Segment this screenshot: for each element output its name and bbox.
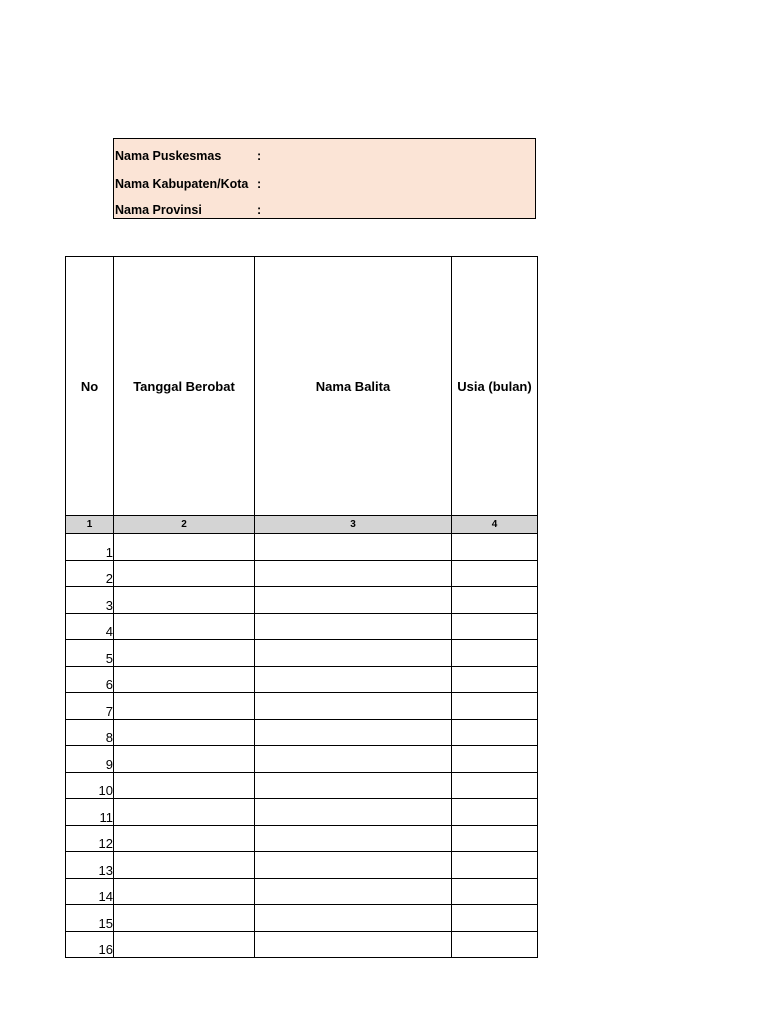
table-row bbox=[66, 587, 538, 614]
nama-balita-cell[interactable] bbox=[255, 905, 452, 932]
row-number: 8 bbox=[66, 719, 114, 746]
tanggal-berobat-cell[interactable] bbox=[114, 799, 255, 826]
usia-cell[interactable] bbox=[452, 613, 538, 640]
puskesmas-colon: : bbox=[257, 149, 262, 163]
row-number: 14 bbox=[66, 878, 114, 905]
nama-balita-cell[interactable] bbox=[255, 825, 452, 852]
usia-cell[interactable] bbox=[452, 719, 538, 746]
header-row bbox=[66, 257, 538, 516]
nama-balita-cell[interactable] bbox=[255, 640, 452, 667]
kabupaten-colon: : bbox=[257, 177, 262, 191]
header-tanggal-berobat: Tanggal Berobat bbox=[114, 257, 255, 516]
tanggal-berobat-cell[interactable] bbox=[114, 825, 255, 852]
tanggal-berobat-cell[interactable] bbox=[114, 905, 255, 932]
usia-cell[interactable] bbox=[452, 640, 538, 667]
tanggal-berobat-cell[interactable] bbox=[114, 534, 255, 561]
tanggal-berobat-cell[interactable] bbox=[114, 878, 255, 905]
table-row bbox=[66, 666, 538, 693]
usia-cell[interactable] bbox=[452, 772, 538, 799]
usia-cell[interactable] bbox=[452, 852, 538, 879]
usia-cell[interactable] bbox=[452, 746, 538, 773]
column-number: 1 bbox=[66, 516, 114, 534]
table-row bbox=[66, 746, 538, 773]
row-number: 1 bbox=[66, 534, 114, 561]
usia-cell[interactable] bbox=[452, 825, 538, 852]
patient-register-table bbox=[65, 256, 538, 958]
row-number: 5 bbox=[66, 640, 114, 667]
facility-info-box bbox=[113, 138, 536, 219]
header-no: No bbox=[66, 257, 114, 516]
row-number: 11 bbox=[66, 799, 114, 826]
row-number: 3 bbox=[66, 587, 114, 614]
nama-balita-cell[interactable] bbox=[255, 772, 452, 799]
nama-balita-cell[interactable] bbox=[255, 878, 452, 905]
puskesmas-label: Nama Puskesmas bbox=[115, 149, 222, 163]
header-nama-balita: Nama Balita bbox=[255, 257, 452, 516]
usia-cell[interactable] bbox=[452, 560, 538, 587]
usia-cell[interactable] bbox=[452, 666, 538, 693]
row-number: 10 bbox=[66, 772, 114, 799]
table-row bbox=[66, 560, 538, 587]
table-row bbox=[66, 799, 538, 826]
row-number: 13 bbox=[66, 852, 114, 879]
row-number: 7 bbox=[66, 693, 114, 720]
header-usia-bulan: Usia (bulan) bbox=[452, 257, 538, 516]
usia-cell[interactable] bbox=[452, 878, 538, 905]
provinsi-label: Nama Provinsi bbox=[115, 203, 202, 217]
tanggal-berobat-cell[interactable] bbox=[114, 613, 255, 640]
table-row bbox=[66, 534, 538, 561]
tanggal-berobat-cell[interactable] bbox=[114, 560, 255, 587]
nama-balita-cell[interactable] bbox=[255, 534, 452, 561]
table-row bbox=[66, 613, 538, 640]
tanggal-berobat-cell[interactable] bbox=[114, 666, 255, 693]
tanggal-berobat-cell[interactable] bbox=[114, 852, 255, 879]
column-number: 2 bbox=[114, 516, 255, 534]
table-row bbox=[66, 852, 538, 879]
tanggal-berobat-cell[interactable] bbox=[114, 587, 255, 614]
column-number: 4 bbox=[452, 516, 538, 534]
nama-balita-cell[interactable] bbox=[255, 666, 452, 693]
row-number: 16 bbox=[66, 931, 114, 958]
column-number-row bbox=[66, 516, 538, 534]
table-row bbox=[66, 825, 538, 852]
nama-balita-cell[interactable] bbox=[255, 931, 452, 958]
table-row bbox=[66, 905, 538, 932]
table-row bbox=[66, 772, 538, 799]
usia-cell[interactable] bbox=[452, 587, 538, 614]
table-row bbox=[66, 693, 538, 720]
tanggal-berobat-cell[interactable] bbox=[114, 772, 255, 799]
usia-cell[interactable] bbox=[452, 534, 538, 561]
column-number: 3 bbox=[255, 516, 452, 534]
table-row bbox=[66, 640, 538, 667]
nama-balita-cell[interactable] bbox=[255, 746, 452, 773]
usia-cell[interactable] bbox=[452, 905, 538, 932]
table-body bbox=[66, 534, 538, 958]
row-number: 15 bbox=[66, 905, 114, 932]
tanggal-berobat-cell[interactable] bbox=[114, 640, 255, 667]
provinsi-colon: : bbox=[257, 203, 262, 217]
table-row bbox=[66, 878, 538, 905]
nama-balita-cell[interactable] bbox=[255, 852, 452, 879]
row-number: 2 bbox=[66, 560, 114, 587]
usia-cell[interactable] bbox=[452, 693, 538, 720]
tanggal-berobat-cell[interactable] bbox=[114, 693, 255, 720]
table-row bbox=[66, 719, 538, 746]
row-number: 4 bbox=[66, 613, 114, 640]
nama-balita-cell[interactable] bbox=[255, 613, 452, 640]
tanggal-berobat-cell[interactable] bbox=[114, 931, 255, 958]
table-row bbox=[66, 931, 538, 958]
tanggal-berobat-cell[interactable] bbox=[114, 719, 255, 746]
row-number: 6 bbox=[66, 666, 114, 693]
usia-cell[interactable] bbox=[452, 799, 538, 826]
nama-balita-cell[interactable] bbox=[255, 693, 452, 720]
nama-balita-cell[interactable] bbox=[255, 719, 452, 746]
kabupaten-label: Nama Kabupaten/Kota bbox=[115, 177, 249, 191]
nama-balita-cell[interactable] bbox=[255, 560, 452, 587]
row-number: 9 bbox=[66, 746, 114, 773]
tanggal-berobat-cell[interactable] bbox=[114, 746, 255, 773]
usia-cell[interactable] bbox=[452, 931, 538, 958]
nama-balita-cell[interactable] bbox=[255, 799, 452, 826]
row-number: 12 bbox=[66, 825, 114, 852]
nama-balita-cell[interactable] bbox=[255, 587, 452, 614]
